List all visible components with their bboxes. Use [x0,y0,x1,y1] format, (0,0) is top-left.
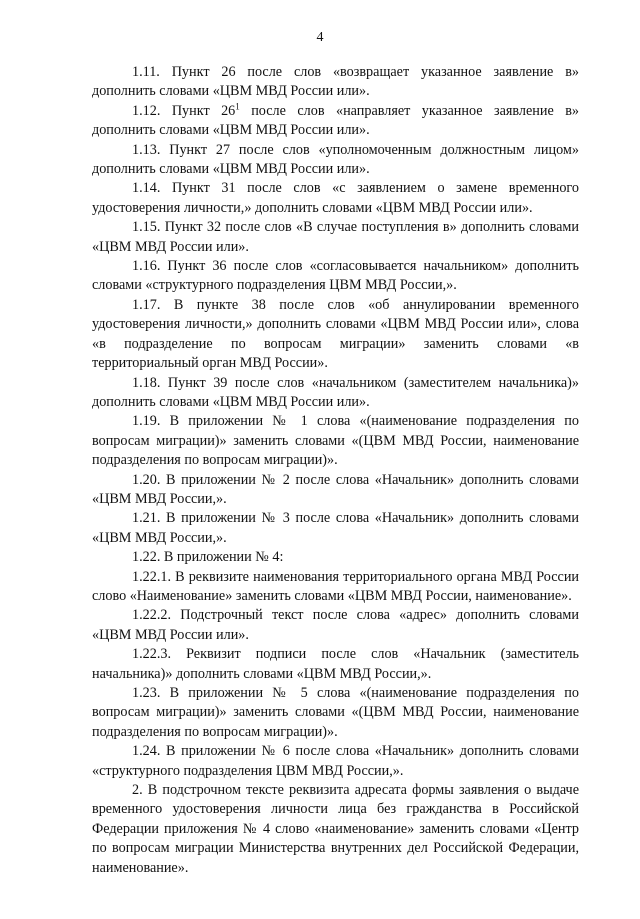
paragraph-1-14: 1.14. Пункт 31 после слов «с заявлением о замене временного удостоверения личности,» дополнить словами «ЦВМ МВД России или». [92,180,579,216]
page-number: 4 [316,30,324,45]
paragraph-2: 2. В подстрочном тексте реквизита адресата формы заявления о выдаче временного удостоверения личности лица без гражданства в Российской Федерации приложения № 4 слово «наименование» заменить словами «Центр по вопросам миграции Министерства внутренних дел Российской Федерации, наименование». [92,782,579,876]
paragraph-1-12 [92,102,579,141]
paragraph-1-22-3: 1.22.3. Реквизит подписи после слов «Начальник (заместитель начальника)» дополнить словами «ЦВМ МВД России,». [92,646,579,682]
paragraph-1-17: 1.17. В пункте 38 после слов «об аннулировании временного удостоверения личности,» дополнить словами «ЦВМ МВД России или», слова «в подразделение по вопросам миграции» заменить словами «в территориальный орган МВД России». [92,296,579,372]
paragraph-1-22-1: 1.22.1. В реквизите наименования территориального органа МВД России слово «Наименование» заменить словами «ЦВМ МВД России, наименование». [92,568,579,604]
paragraph-1-12-rest: после слов «направляет указанное заявление в» дополнить словами «ЦВМ МВД России или». [92,102,579,139]
paragraph-1-24: 1.24. В приложении № 6 после слова «Начальник» дополнить словами «структурного подразделения ЦВМ МВД России,». [92,743,579,779]
paragraph-1-23: 1.23. В приложении № 5 слова «(наименование подразделения по вопросам миграции)» заменить словами «(ЦВМ МВД России, наименование подразделения по вопросам миграции)». [92,685,579,740]
paragraph-1-13: 1.13. Пункт 27 после слов «уполномоченным должностным лицом» дополнить словами «ЦВМ МВД России или». [92,141,579,178]
paragraph-1-16: 1.16. Пункт 36 после слов «согласовывается начальником» дополнить словами «структурного подразделения ЦВМ МВД России,». [92,258,579,294]
paragraph-1-18: 1.18. Пункт 39 после слов «начальником (заместителем начальника)» дополнить словами «ЦВМ МВД России или». [92,374,579,410]
paragraph-1-12-start: 1.12. Пункт 26 [132,102,236,119]
superscript-index: 1 [235,101,240,112]
paragraph-1-11: 1.11. Пункт 26 после слов «возвращает указанное заявление в» дополнить словами «ЦВМ МВД России или». [92,64,579,100]
paragraph-1-21: 1.21. В приложении № 3 после слова «Начальник» дополнить словами «ЦВМ МВД России,». [92,510,579,546]
document-body [92,63,579,878]
paragraph-1-22-2: 1.22.2. Подстрочный текст после слова «адрес» дополнить словами «ЦВМ МВД России или». [92,607,579,643]
paragraph-1-22: 1.22. В приложении № 4: [132,549,284,566]
paragraph-1-19: 1.19. В приложении № 1 слова «(наименование подразделения по вопросам миграции)» заменить словами «(ЦВМ МВД России, наименование подразделения по вопросам миграции)». [92,413,579,469]
paragraph-1-15: 1.15. Пункт 32 после слов «В случае поступления в» дополнить словами «ЦВМ МВД России или». [92,219,579,255]
paragraph-1-20: 1.20. В приложении № 2 после слова «Начальник» дополнить словами «ЦВМ МВД России,». [92,471,579,507]
